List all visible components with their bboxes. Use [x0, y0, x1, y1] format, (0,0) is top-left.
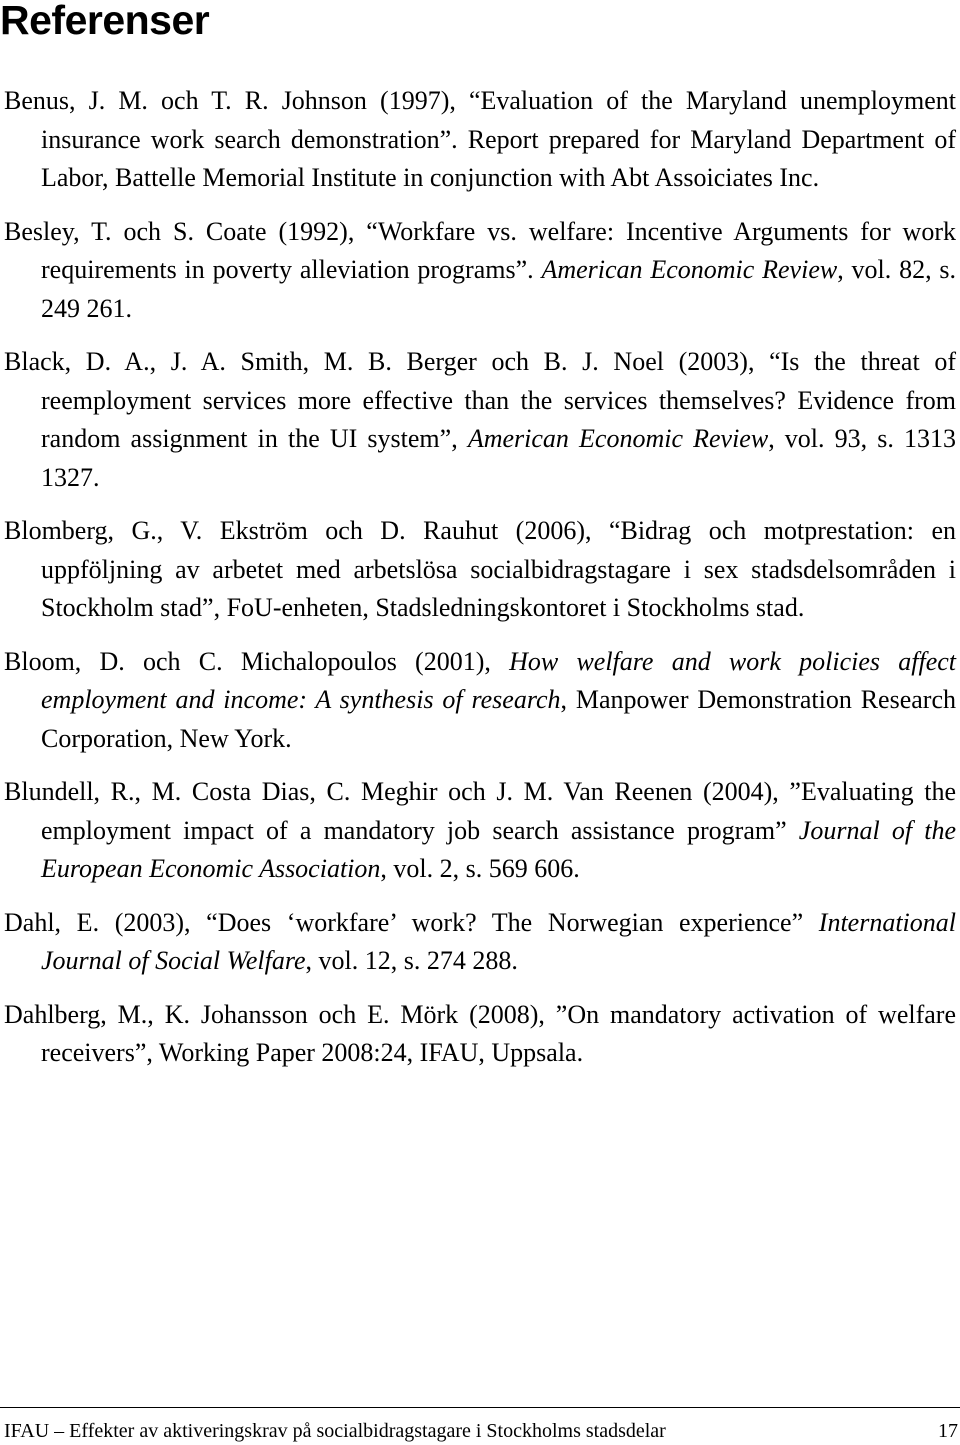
reference-source-title: American Economic Review: [467, 424, 769, 453]
reference-item: [4, 512, 956, 628]
reference-item: [4, 904, 956, 981]
reference-text: , vol. 82, s. 249 261.: [41, 255, 957, 323]
footer-running-title: IFAU – Effekter av aktiveringskrav på socialbidragstagare i Stockholms stadsdelar: [4, 1420, 666, 1442]
reference-text: Dahl, E. (2003), “Does ‘workfare’ work? The Norwegian experience”: [4, 907, 819, 937]
reference-text: Besley, T. och S. Coate (1992), “Workfare vs. welfare: Incentive Arguments for work requirements in poverty alleviation programs”.: [4, 216, 956, 284]
reference-text: Benus, J. M. och T. R. Johnson (1997), “Evaluation of the Maryland unemployment insurance work search demonstration”. Report prepared for Maryland Department of Labor, Battelle Memorial Institute in conjunction with Abt Assoiciates Inc.: [4, 86, 956, 192]
page-footer: [0, 1407, 960, 1445]
reference-text: Blundell, R., M. Costa Dias, C. Meghir och J. M. Van Reenen (2004), ”Evaluating the employment impact of a mandatory job search assistance program”: [4, 777, 956, 845]
reference-item: [4, 643, 956, 759]
reference-source-title: Journal of the European Economic Association: [41, 815, 956, 883]
reference-text: Black, D. A., J. A. Smith, M. B. Berger och B. J. Noel (2003), “Is the threat of reemployment services more effective than the services themselves? Evidence from random assignment in the UI system”,: [4, 347, 956, 453]
reference-source-title: American Economic Review: [541, 255, 838, 284]
reference-text: , vol. 12, s. 274 288.: [305, 946, 518, 975]
reference-source-title: International Journal of Social Welfare: [41, 907, 956, 975]
footer-divider: [0, 1407, 960, 1408]
reference-item: [4, 82, 956, 198]
reference-text: Bloom, D. och C. Michalopoulos (2001),: [4, 646, 510, 676]
reference-source-title: How welfare and work policies affect employment and income: A synthesis of research: [41, 646, 956, 714]
reference-item: [4, 343, 956, 497]
reference-item: [4, 213, 956, 329]
page-title: Referenser: [0, 0, 210, 43]
reference-text: , vol. 93, s. 1313 1327.: [41, 424, 957, 492]
page-number: 17: [938, 1420, 958, 1442]
reference-list: [4, 82, 956, 1088]
reference-text: Blomberg, G., V. Ekström och D. Rauhut (2006), “Bidrag och motprestation: en uppföljning av arbetet med arbetslösa socialbidragstagare i sex stadsdelsområden i Stockholm stad”, FoU-enheten, Stadsledningskontoret i Stockholms stad.: [4, 516, 956, 622]
reference-item: [4, 773, 956, 889]
reference-text: , vol. 2, s. 569 606.: [380, 854, 580, 883]
reference-text: Dahlberg, M., K. Johansson och E. Mörk (2008), ”On mandatory activation of welfare receivers”, Working Paper 2008:24, IFAU, Uppsala.: [4, 999, 956, 1067]
reference-item: [4, 996, 956, 1073]
reference-text: , Manpower Demonstration Research Corporation, New York.: [41, 685, 956, 753]
